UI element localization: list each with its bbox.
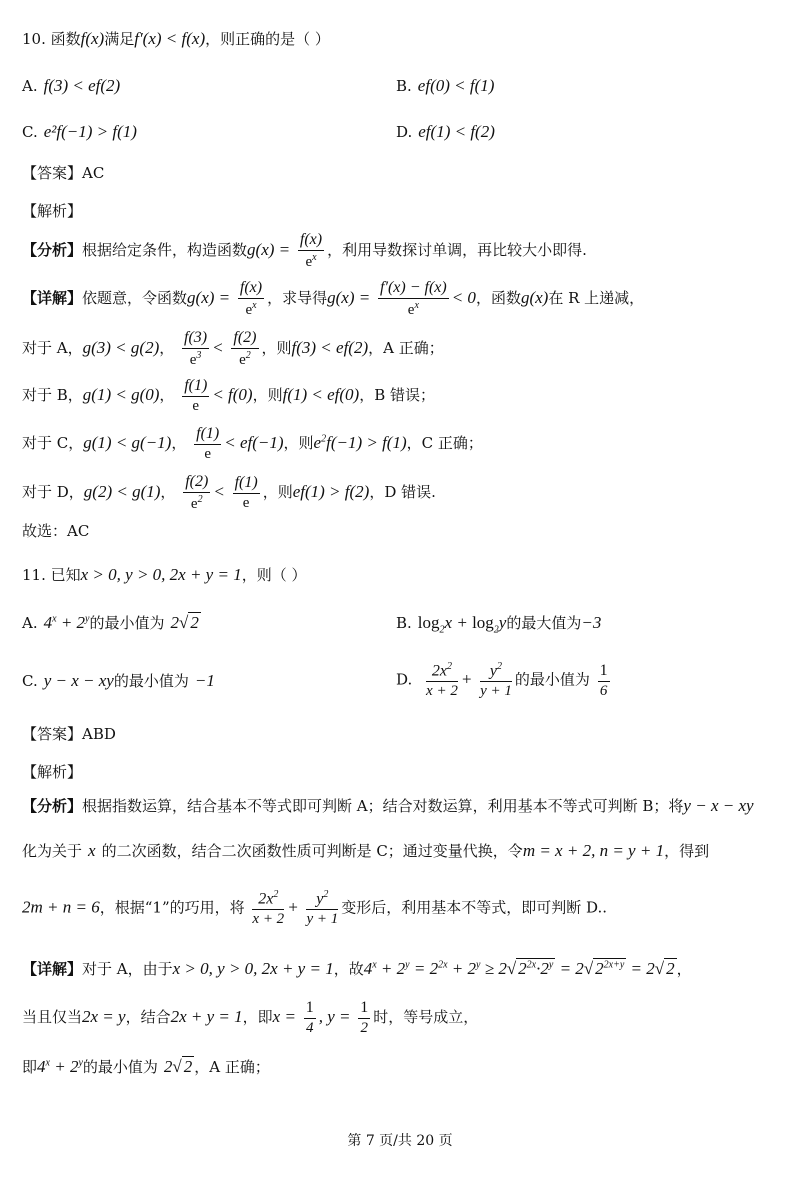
q11-xiangjie-line2: 当且仅当2x = y，结合2x + y = 1，即x = $\frac{1}{4}$ , y = $\frac{1}{2}$ 时，等号成立， bbox=[22, 999, 479, 1036]
q10-analysis-tag: 【解析】 bbox=[22, 202, 83, 220]
q10-xiangjie: 【详解】依题意，令函数g(x) = $\frac{f(x)}{e^x}$ ，求导得g(x) = $\frac{f'(x) - f(x)}{e^x}$ < 0，函数g(x)在 R 上递减， bbox=[22, 279, 645, 318]
q11-option-b: B. $\log_2x + \log_2y$的最大值为−3 bbox=[396, 613, 602, 636]
page-footer: 第 7 页/共 20 页 bbox=[347, 1133, 453, 1149]
q10-case-b: 对于 B，g(1) < g(0)， $\frac{f(1)}{e}$ < f(0)，则f(1) < ef(0)，B 错误； bbox=[22, 377, 436, 414]
q11-stem: 11. 已知x > 0, y > 0, 2x + y = 1，则（ ） bbox=[22, 565, 307, 584]
q10-case-d: 对于 D，g(2) < g(1)， $\frac{f(2)}{e^2}$ < $\frac{f(1)}{e}$ ，则ef(1) > f(2)，D 错误. bbox=[22, 473, 436, 512]
q10-case-a: 对于 A，g(3) < g(2)， $\frac{f(3)}{e^3}$ < $\frac{f(2)}{e^2}$ ，则f(3) < ef(2)，A 正确； bbox=[22, 329, 444, 368]
q11-xiangjie-line3: 即$4^x + 2^y$的最小值为 2√ 2 ，A 正确； bbox=[22, 1057, 270, 1076]
q10-answer: 【答案】AC bbox=[22, 164, 105, 182]
q10-option-c: C. e²f(−1) > f(1) bbox=[22, 122, 137, 141]
q11-xiangjie-line1: 【详解】对于 A，由于x > 0, y > 0, 2x + y = 1，故$4^x + 2^y = 2^{2x} + 2^y \ge 2√$ $2^{2x}\cdot 2^y = 2√$ $2^{2x+y} = 2√$ 2 ， bbox=[22, 959, 692, 978]
q11-option-c: C. y − x − xy的最小值为 −1 bbox=[22, 671, 215, 690]
q11-option-d: D. $\frac{2x^2}{x + 2}$ + $\frac{y^2}{y + 1}$ 的最小值为 $\frac{1}{6}$ bbox=[396, 661, 608, 700]
fraction: $\frac{f(x)}{e^x}$ bbox=[299, 231, 323, 270]
q10-option-b: B. ef(0) < f(1) bbox=[396, 76, 495, 95]
q11-fenxi-line1: 【分析】根据指数运算，结合基本不等式即可判断 A；结合对数运算，利用基本不等式可判断 B；将y − x − xy bbox=[22, 796, 754, 815]
q11-fenxi-line2: 化为关于 x 的二次函数，结合二次函数性质可判断是 C；通过变量代换，令m = x + 2, n = y + 1，得到 bbox=[22, 841, 710, 860]
q10-fenxi: 【分析】根据给定条件，构造函数g(x) = $\frac{f(x)}{e^x}$ ，利用导数探讨单调，再比较大小即得. bbox=[22, 231, 587, 270]
q11-analysis-tag: 【解析】 bbox=[22, 763, 83, 781]
q11-option-a: A. $4^x + 2^y$的最小值为 2√ 2 bbox=[22, 613, 199, 632]
q10-final-choice: 故选：AC bbox=[22, 522, 90, 540]
q10-option-a: A. f(3) < ef(2) bbox=[22, 76, 121, 95]
q10-case-c: 对于 C，g(1) < g(−1)， $\frac{f(1)}{e}$ < ef(−1)，则$e^2f(-1) > f(1)$，C 正确； bbox=[22, 425, 483, 462]
q10-option-d: D. ef(1) < f(2) bbox=[396, 122, 495, 141]
q11-fenxi-line3: 2m + n = 6，根据“1”的巧用，将 $\frac{2x^2}{x + 2}$ + $\frac{y^2}{y + 1}$ 变形后，利用基本不等式，即可判断 D.. bbox=[22, 889, 608, 928]
q11-answer: 【答案】ABD bbox=[22, 725, 116, 743]
q10-stem: 10. 函数f(x)满足f′(x) < f(x)，则正确的是（ ） bbox=[22, 29, 330, 48]
